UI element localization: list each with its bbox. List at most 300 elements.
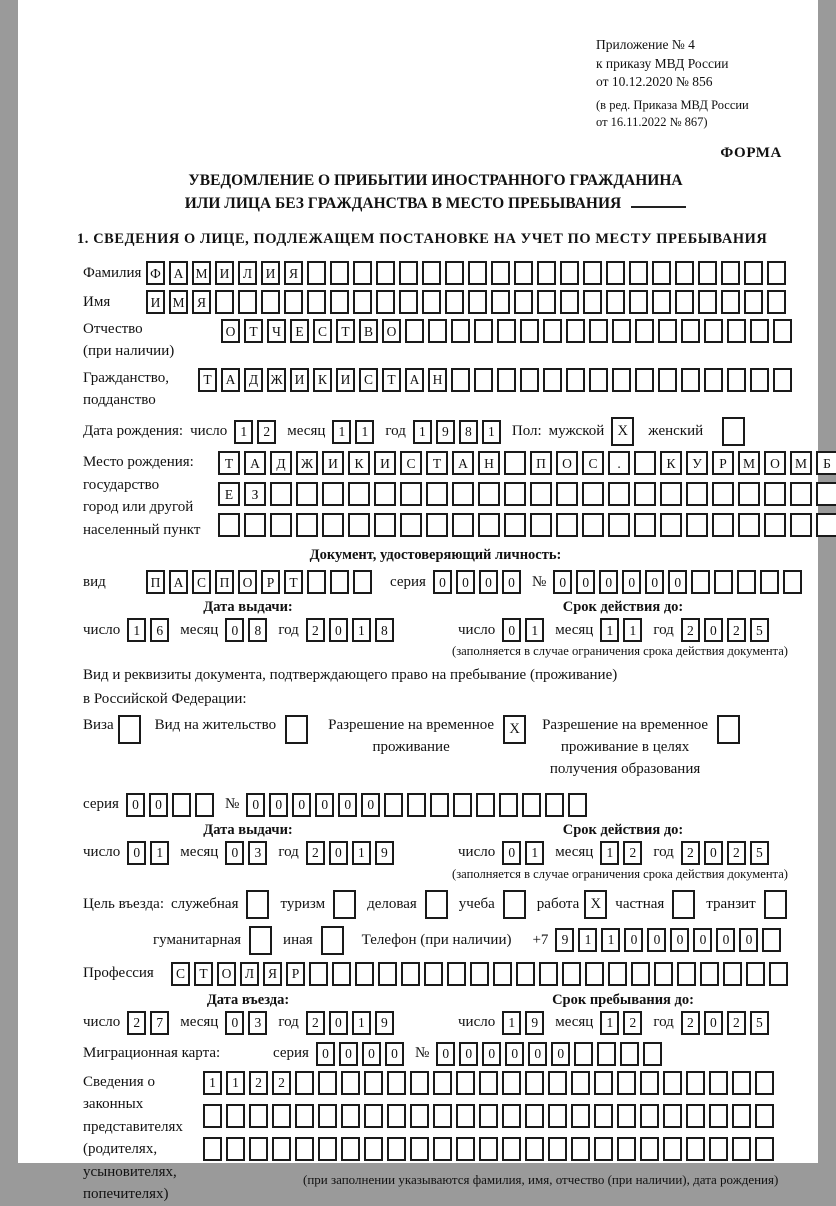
char-cell[interactable]: [348, 482, 370, 506]
char-cell[interactable]: О: [556, 451, 578, 475]
char-cell[interactable]: [456, 1104, 475, 1128]
residence-issue-year[interactable]: [306, 841, 398, 865]
char-cell[interactable]: [675, 261, 694, 285]
char-cell[interactable]: 0: [149, 793, 168, 817]
char-cell[interactable]: [750, 319, 769, 343]
char-cell[interactable]: И: [146, 290, 165, 314]
char-cell[interactable]: [433, 1137, 452, 1161]
char-cell[interactable]: [658, 368, 677, 392]
char-cell[interactable]: 2: [127, 1011, 146, 1035]
patronymic-input[interactable]: [221, 319, 796, 343]
char-cell[interactable]: [760, 570, 779, 594]
char-cell[interactable]: [640, 1137, 659, 1161]
char-cell[interactable]: [428, 319, 447, 343]
char-cell[interactable]: А: [244, 451, 266, 475]
char-cell[interactable]: [322, 482, 344, 506]
char-cell[interactable]: [353, 290, 372, 314]
char-cell[interactable]: [226, 1104, 245, 1128]
char-cell[interactable]: [634, 513, 656, 537]
female-checkbox[interactable]: [722, 417, 745, 446]
char-cell[interactable]: [704, 319, 723, 343]
char-cell[interactable]: [433, 1071, 452, 1095]
char-cell[interactable]: 0: [704, 841, 723, 865]
char-cell[interactable]: 6: [150, 618, 169, 642]
char-cell[interactable]: Т: [198, 368, 217, 392]
char-cell[interactable]: 0: [528, 1042, 547, 1066]
char-cell[interactable]: [738, 482, 760, 506]
char-cell[interactable]: З: [244, 482, 266, 506]
char-cell[interactable]: [426, 513, 448, 537]
char-cell[interactable]: [686, 482, 708, 506]
char-cell[interactable]: [497, 368, 516, 392]
char-cell[interactable]: 1: [600, 1011, 619, 1035]
char-cell[interactable]: [608, 513, 630, 537]
char-cell[interactable]: Ф: [146, 261, 165, 285]
char-cell[interactable]: 9: [525, 1011, 544, 1035]
char-cell[interactable]: [738, 513, 760, 537]
char-cell[interactable]: [744, 261, 763, 285]
char-cell[interactable]: [790, 513, 812, 537]
char-cell[interactable]: 1: [601, 928, 620, 952]
char-cell[interactable]: [296, 513, 318, 537]
char-cell[interactable]: [332, 962, 351, 986]
char-cell[interactable]: Р: [261, 570, 280, 594]
char-cell[interactable]: [620, 1042, 639, 1066]
char-cell[interactable]: [514, 261, 533, 285]
char-cell[interactable]: П: [146, 570, 165, 594]
char-cell[interactable]: 2: [306, 618, 325, 642]
char-cell[interactable]: [562, 962, 581, 986]
char-cell[interactable]: 0: [693, 928, 712, 952]
char-cell[interactable]: 0: [645, 570, 664, 594]
char-cell[interactable]: [479, 1104, 498, 1128]
purpose-transit-checkbox[interactable]: [764, 890, 787, 919]
char-cell[interactable]: [709, 1137, 728, 1161]
char-cell[interactable]: 2: [272, 1071, 291, 1095]
char-cell[interactable]: 0: [225, 841, 244, 865]
char-cell[interactable]: [681, 319, 700, 343]
char-cell[interactable]: [195, 793, 214, 817]
entry-month[interactable]: [225, 1011, 271, 1035]
char-cell[interactable]: [643, 1042, 662, 1066]
char-cell[interactable]: 1: [482, 420, 501, 444]
char-cell[interactable]: 0: [329, 1011, 348, 1035]
char-cell[interactable]: [608, 482, 630, 506]
char-cell[interactable]: [452, 513, 474, 537]
char-cell[interactable]: Т: [284, 570, 303, 594]
char-cell[interactable]: 8: [248, 618, 267, 642]
char-cell[interactable]: [681, 368, 700, 392]
char-cell[interactable]: Б: [816, 451, 836, 475]
char-cell[interactable]: [478, 482, 500, 506]
char-cell[interactable]: Д: [270, 451, 292, 475]
char-cell[interactable]: [376, 261, 395, 285]
char-cell[interactable]: [773, 319, 792, 343]
char-cell[interactable]: 1: [502, 1011, 521, 1035]
char-cell[interactable]: [433, 1104, 452, 1128]
char-cell[interactable]: 2: [249, 1071, 268, 1095]
char-cell[interactable]: [530, 513, 552, 537]
doc-issue-day[interactable]: [127, 618, 173, 642]
residence-valid-day[interactable]: [502, 841, 548, 865]
char-cell[interactable]: [762, 928, 781, 952]
char-cell[interactable]: 2: [681, 618, 700, 642]
char-cell[interactable]: [732, 1071, 751, 1095]
stay-year[interactable]: [681, 1011, 773, 1035]
char-cell[interactable]: 1: [203, 1071, 222, 1095]
char-cell[interactable]: И: [215, 261, 234, 285]
char-cell[interactable]: [445, 290, 464, 314]
char-cell[interactable]: [218, 513, 240, 537]
char-cell[interactable]: 1: [150, 841, 169, 865]
char-cell[interactable]: Е: [218, 482, 240, 506]
char-cell[interactable]: [612, 319, 631, 343]
char-cell[interactable]: [545, 793, 564, 817]
char-cell[interactable]: [629, 261, 648, 285]
char-cell[interactable]: [594, 1137, 613, 1161]
char-cell[interactable]: [493, 962, 512, 986]
char-cell[interactable]: [307, 261, 326, 285]
char-cell[interactable]: [456, 1137, 475, 1161]
char-cell[interactable]: [732, 1137, 751, 1161]
char-cell[interactable]: 1: [352, 618, 371, 642]
char-cell[interactable]: 8: [375, 618, 394, 642]
char-cell[interactable]: Н: [478, 451, 500, 475]
char-cell[interactable]: 0: [704, 618, 723, 642]
char-cell[interactable]: [491, 261, 510, 285]
char-cell[interactable]: [401, 962, 420, 986]
char-cell[interactable]: 0: [505, 1042, 524, 1066]
char-cell[interactable]: [606, 261, 625, 285]
char-cell[interactable]: А: [169, 261, 188, 285]
char-cell[interactable]: [261, 290, 280, 314]
char-cell[interactable]: [387, 1104, 406, 1128]
char-cell[interactable]: 1: [352, 1011, 371, 1035]
char-cell[interactable]: [341, 1104, 360, 1128]
char-cell[interactable]: [249, 1137, 268, 1161]
char-cell[interactable]: [660, 482, 682, 506]
char-cell[interactable]: [686, 1137, 705, 1161]
name-input[interactable]: [146, 290, 790, 314]
char-cell[interactable]: [504, 513, 526, 537]
char-cell[interactable]: [318, 1104, 337, 1128]
doc-valid-year[interactable]: [681, 618, 773, 642]
char-cell[interactable]: [499, 793, 518, 817]
char-cell[interactable]: [445, 261, 464, 285]
char-cell[interactable]: [226, 1137, 245, 1161]
char-cell[interactable]: [640, 1071, 659, 1095]
char-cell[interactable]: [704, 368, 723, 392]
char-cell[interactable]: [764, 513, 786, 537]
char-cell[interactable]: 1: [578, 928, 597, 952]
char-cell[interactable]: И: [374, 451, 396, 475]
representatives-input-row1[interactable]: [203, 1071, 778, 1095]
purpose-humanitarian-checkbox[interactable]: [249, 926, 272, 955]
char-cell[interactable]: 5: [750, 841, 769, 865]
char-cell[interactable]: [764, 482, 786, 506]
char-cell[interactable]: [272, 1104, 291, 1128]
char-cell[interactable]: [631, 962, 650, 986]
char-cell[interactable]: Л: [238, 261, 257, 285]
char-cell[interactable]: 1: [413, 420, 432, 444]
char-cell[interactable]: 0: [456, 570, 475, 594]
char-cell[interactable]: С: [359, 368, 378, 392]
char-cell[interactable]: 0: [576, 570, 595, 594]
char-cell[interactable]: [652, 290, 671, 314]
char-cell[interactable]: 0: [436, 1042, 455, 1066]
char-cell[interactable]: [322, 513, 344, 537]
char-cell[interactable]: [422, 290, 441, 314]
char-cell[interactable]: Ж: [296, 451, 318, 475]
char-cell[interactable]: Е: [290, 319, 309, 343]
char-cell[interactable]: [530, 482, 552, 506]
char-cell[interactable]: [353, 261, 372, 285]
char-cell[interactable]: [737, 570, 756, 594]
char-cell[interactable]: 0: [622, 570, 641, 594]
char-cell[interactable]: [543, 319, 562, 343]
birth-place-input-row3[interactable]: [218, 513, 836, 537]
char-cell[interactable]: 0: [362, 1042, 381, 1066]
migration-series-input[interactable]: [316, 1042, 408, 1066]
char-cell[interactable]: [582, 513, 604, 537]
char-cell[interactable]: С: [171, 962, 190, 986]
char-cell[interactable]: 9: [375, 841, 394, 865]
char-cell[interactable]: 0: [315, 793, 334, 817]
char-cell[interactable]: 3: [248, 1011, 267, 1035]
char-cell[interactable]: [691, 570, 710, 594]
char-cell[interactable]: [172, 793, 191, 817]
char-cell[interactable]: [723, 962, 742, 986]
char-cell[interactable]: [700, 962, 719, 986]
char-cell[interactable]: [387, 1137, 406, 1161]
char-cell[interactable]: П: [530, 451, 552, 475]
char-cell[interactable]: К: [660, 451, 682, 475]
char-cell[interactable]: [479, 1071, 498, 1095]
char-cell[interactable]: [755, 1071, 774, 1095]
char-cell[interactable]: [399, 261, 418, 285]
char-cell[interactable]: [307, 570, 326, 594]
char-cell[interactable]: 0: [361, 793, 380, 817]
char-cell[interactable]: 1: [355, 420, 374, 444]
char-cell[interactable]: О: [221, 319, 240, 343]
char-cell[interactable]: [525, 1071, 544, 1095]
char-cell[interactable]: .: [608, 451, 630, 475]
char-cell[interactable]: [597, 1042, 616, 1066]
char-cell[interactable]: [384, 793, 403, 817]
char-cell[interactable]: 2: [306, 841, 325, 865]
char-cell[interactable]: [721, 290, 740, 314]
char-cell[interactable]: 1: [600, 841, 619, 865]
char-cell[interactable]: Я: [284, 261, 303, 285]
char-cell[interactable]: 2: [727, 1011, 746, 1035]
char-cell[interactable]: 0: [599, 570, 618, 594]
char-cell[interactable]: [376, 290, 395, 314]
char-cell[interactable]: О: [217, 962, 236, 986]
char-cell[interactable]: [589, 368, 608, 392]
char-cell[interactable]: Т: [382, 368, 401, 392]
char-cell[interactable]: 0: [246, 793, 265, 817]
char-cell[interactable]: [568, 793, 587, 817]
char-cell[interactable]: [790, 482, 812, 506]
purpose-tourism-checkbox[interactable]: [333, 890, 356, 919]
purpose-business-checkbox[interactable]: [425, 890, 448, 919]
migration-number-input[interactable]: [436, 1042, 666, 1066]
char-cell[interactable]: [330, 570, 349, 594]
char-cell[interactable]: 0: [329, 841, 348, 865]
char-cell[interactable]: [660, 513, 682, 537]
char-cell[interactable]: [583, 261, 602, 285]
char-cell[interactable]: [341, 1071, 360, 1095]
char-cell[interactable]: Д: [244, 368, 263, 392]
profession-input[interactable]: [171, 962, 792, 986]
char-cell[interactable]: [295, 1071, 314, 1095]
purpose-other-checkbox[interactable]: [321, 926, 344, 955]
temporary-residence-education-checkbox[interactable]: [717, 715, 740, 744]
char-cell[interactable]: [755, 1137, 774, 1161]
char-cell[interactable]: [502, 1137, 521, 1161]
char-cell[interactable]: [272, 1137, 291, 1161]
char-cell[interactable]: [522, 793, 541, 817]
char-cell[interactable]: [654, 962, 673, 986]
char-cell[interactable]: 5: [750, 1011, 769, 1035]
char-cell[interactable]: [709, 1104, 728, 1128]
birth-year-input[interactable]: [413, 420, 505, 444]
residence-valid-month[interactable]: [600, 841, 646, 865]
char-cell[interactable]: [594, 1104, 613, 1128]
char-cell[interactable]: Т: [336, 319, 355, 343]
char-cell[interactable]: [296, 482, 318, 506]
purpose-work-checkbox[interactable]: X: [584, 890, 607, 919]
char-cell[interactable]: И: [290, 368, 309, 392]
char-cell[interactable]: 0: [225, 618, 244, 642]
char-cell[interactable]: 0: [433, 570, 452, 594]
char-cell[interactable]: С: [192, 570, 211, 594]
char-cell[interactable]: 1: [127, 618, 146, 642]
char-cell[interactable]: [330, 290, 349, 314]
char-cell[interactable]: [750, 368, 769, 392]
char-cell[interactable]: А: [221, 368, 240, 392]
char-cell[interactable]: [468, 290, 487, 314]
char-cell[interactable]: [502, 1071, 521, 1095]
char-cell[interactable]: [364, 1071, 383, 1095]
char-cell[interactable]: [698, 261, 717, 285]
char-cell[interactable]: Т: [194, 962, 213, 986]
char-cell[interactable]: [451, 368, 470, 392]
char-cell[interactable]: Ж: [267, 368, 286, 392]
char-cell[interactable]: 0: [385, 1042, 404, 1066]
char-cell[interactable]: [556, 482, 578, 506]
char-cell[interactable]: 0: [553, 570, 572, 594]
char-cell[interactable]: 0: [647, 928, 666, 952]
char-cell[interactable]: [566, 319, 585, 343]
char-cell[interactable]: [447, 962, 466, 986]
char-cell[interactable]: [410, 1137, 429, 1161]
char-cell[interactable]: [284, 290, 303, 314]
char-cell[interactable]: 2: [623, 841, 642, 865]
char-cell[interactable]: 0: [704, 1011, 723, 1035]
char-cell[interactable]: 1: [525, 841, 544, 865]
char-cell[interactable]: [548, 1137, 567, 1161]
char-cell[interactable]: 0: [739, 928, 758, 952]
char-cell[interactable]: 1: [226, 1071, 245, 1095]
char-cell[interactable]: Я: [263, 962, 282, 986]
char-cell[interactable]: [698, 290, 717, 314]
char-cell[interactable]: Т: [244, 319, 263, 343]
char-cell[interactable]: [399, 290, 418, 314]
char-cell[interactable]: [612, 368, 631, 392]
char-cell[interactable]: [727, 368, 746, 392]
char-cell[interactable]: [714, 570, 733, 594]
residence-valid-year[interactable]: [681, 841, 773, 865]
char-cell[interactable]: [479, 1137, 498, 1161]
residence-number-input[interactable]: [246, 793, 591, 817]
char-cell[interactable]: [560, 261, 579, 285]
char-cell[interactable]: [634, 482, 656, 506]
residence-series-input[interactable]: [126, 793, 218, 817]
char-cell[interactable]: О: [764, 451, 786, 475]
char-cell[interactable]: [727, 319, 746, 343]
char-cell[interactable]: [309, 962, 328, 986]
char-cell[interactable]: Н: [428, 368, 447, 392]
char-cell[interactable]: 1: [525, 618, 544, 642]
phone-input[interactable]: [555, 928, 785, 952]
char-cell[interactable]: 0: [225, 1011, 244, 1035]
entry-day[interactable]: [127, 1011, 173, 1035]
char-cell[interactable]: Л: [240, 962, 259, 986]
char-cell[interactable]: П: [215, 570, 234, 594]
char-cell[interactable]: [525, 1104, 544, 1128]
visa-checkbox[interactable]: [118, 715, 141, 744]
citizenship-input[interactable]: [198, 368, 796, 392]
char-cell[interactable]: [589, 319, 608, 343]
char-cell[interactable]: [520, 368, 539, 392]
char-cell[interactable]: [238, 290, 257, 314]
char-cell[interactable]: Р: [286, 962, 305, 986]
char-cell[interactable]: [249, 1104, 268, 1128]
char-cell[interactable]: [407, 793, 426, 817]
char-cell[interactable]: [504, 451, 526, 475]
char-cell[interactable]: [629, 290, 648, 314]
char-cell[interactable]: 0: [668, 570, 687, 594]
char-cell[interactable]: 9: [375, 1011, 394, 1035]
char-cell[interactable]: [374, 482, 396, 506]
char-cell[interactable]: [617, 1137, 636, 1161]
doc-valid-day[interactable]: [502, 618, 548, 642]
stay-month[interactable]: [600, 1011, 646, 1035]
char-cell[interactable]: [816, 513, 836, 537]
char-cell[interactable]: [767, 261, 786, 285]
char-cell[interactable]: [244, 513, 266, 537]
char-cell[interactable]: [203, 1104, 222, 1128]
char-cell[interactable]: К: [348, 451, 370, 475]
char-cell[interactable]: [769, 962, 788, 986]
doc-issue-month[interactable]: [225, 618, 271, 642]
char-cell[interactable]: 8: [459, 420, 478, 444]
char-cell[interactable]: [405, 319, 424, 343]
char-cell[interactable]: [270, 482, 292, 506]
char-cell[interactable]: 7: [150, 1011, 169, 1035]
char-cell[interactable]: А: [169, 570, 188, 594]
char-cell[interactable]: О: [238, 570, 257, 594]
char-cell[interactable]: [712, 513, 734, 537]
representatives-input-row2[interactable]: [203, 1104, 778, 1128]
char-cell[interactable]: 0: [502, 570, 521, 594]
char-cell[interactable]: [410, 1071, 429, 1095]
char-cell[interactable]: [635, 319, 654, 343]
char-cell[interactable]: [476, 793, 495, 817]
char-cell[interactable]: [295, 1104, 314, 1128]
residence-permit-checkbox[interactable]: [285, 715, 308, 744]
